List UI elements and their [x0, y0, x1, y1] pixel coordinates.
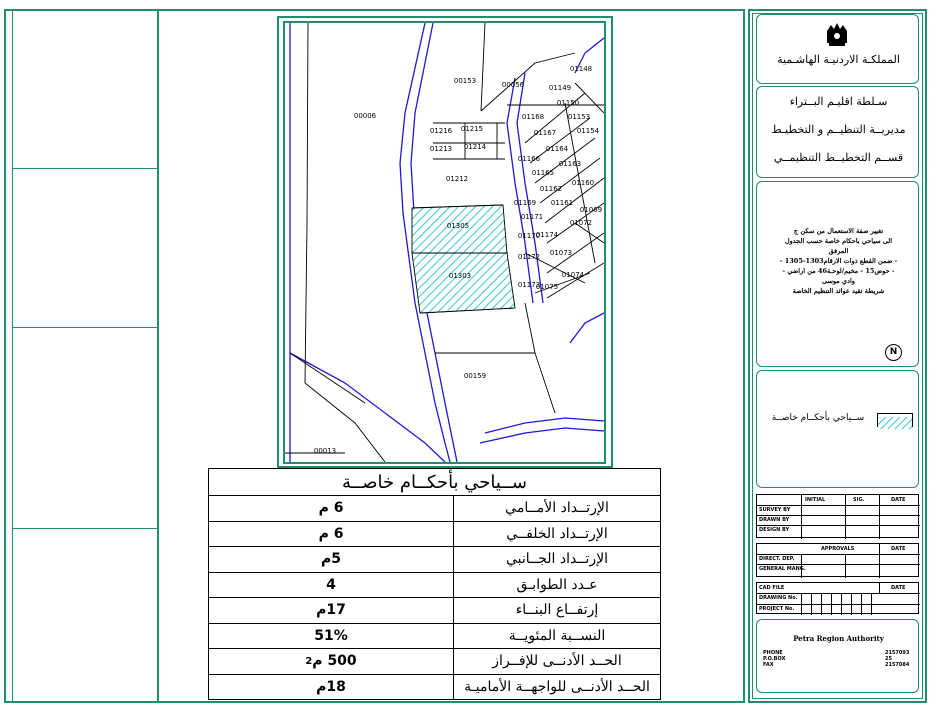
footer-box [756, 619, 919, 693]
regulation-row [209, 522, 660, 548]
drawing-number-cell [811, 593, 821, 615]
row-design-by: DESIGN BY [759, 527, 790, 533]
plot-label: 01303 [448, 272, 472, 280]
col-date: DATE [891, 497, 906, 503]
department-name: قســم التخطيــط التنظيمــي [773, 151, 904, 164]
plot-label: 00013 [313, 447, 337, 455]
plot-label: 01161 [550, 199, 574, 207]
plot-label: 00159 [463, 372, 487, 380]
left-col-divider [157, 11, 159, 701]
regulation-row [209, 624, 660, 650]
map-svg [285, 23, 604, 462]
regulation-label: النســبة المئويــة [508, 627, 606, 644]
regulation-row [209, 598, 660, 624]
legend-hatch-icon [878, 417, 912, 429]
plot-label: 01174 [535, 231, 559, 239]
regulation-label: الإرتــداد الأمــامي [505, 500, 609, 517]
phone-label: PHONE [763, 650, 783, 656]
regulation-row [209, 573, 660, 599]
plot-label: 01160 [571, 179, 595, 187]
legend-label: ســياحي بأحكــام خاصــة [771, 413, 865, 423]
regulation-value: 6 م [209, 522, 454, 547]
drawing-number-cell [831, 593, 841, 615]
header-box [756, 14, 919, 84]
plot-label: 01166 [517, 155, 541, 163]
plot-label: 01169 [513, 199, 537, 207]
signoff-table [756, 494, 919, 538]
regulation-row [209, 496, 660, 522]
regulation-label: الإرتــداد الخلفــي [506, 525, 608, 542]
authority-name: سـلطة اقليـم البــتراء [789, 95, 888, 108]
left-col-rule-1 [12, 168, 157, 169]
plot-label: 01073 [549, 249, 573, 257]
drawing-number-cell [871, 593, 881, 615]
cad-date-label: DATE [891, 585, 906, 591]
plot-label: 01168 [521, 113, 545, 121]
left-col-edge [12, 11, 13, 701]
plot-label: 01172 [517, 253, 541, 261]
plot-label: 00056 [501, 81, 525, 89]
regulation-label: الحــد الأدنــى للإفــراز [492, 653, 622, 670]
description-line: وادي موسى [822, 277, 855, 285]
plot-label: 01153 [567, 113, 591, 121]
pobox-label: P.O.BOX [763, 656, 786, 662]
plot-label: 01150 [556, 99, 580, 107]
plot-label: 01162 [539, 185, 563, 193]
plot-label: 01163 [558, 160, 582, 168]
row-general-mang: GENERAL MANG. [759, 566, 806, 572]
description-line: شريطة تقيد عوائد التنظيم الخاصة [792, 287, 885, 295]
plot-label: 01164 [545, 145, 569, 153]
footer-authority: Petra Region Authority [793, 634, 884, 643]
drawing-number-cell [841, 593, 851, 615]
regulation-value: 5م [209, 547, 454, 572]
drawing-no-label: DRAWING No. [759, 595, 798, 601]
plot-label: 01072 [569, 219, 593, 227]
plot-label: 01075 [535, 283, 559, 291]
drawing-number-cells [801, 593, 920, 615]
pobox-value: 25 [885, 656, 892, 662]
kingdom-name: المملكـة الاردنيـة الهاشـمية [777, 53, 900, 66]
regulation-label: الحــد الأدنــى للواجهــة الأماميـة [464, 679, 650, 696]
regulation-value: 4 [209, 573, 454, 598]
approvals-table [756, 543, 919, 577]
plot-label: 01165 [531, 169, 555, 177]
drawing-number-cell [861, 593, 871, 615]
fax-label: FAX [763, 662, 774, 668]
plot-label: 01149 [548, 84, 572, 92]
drawing-number-table [756, 582, 919, 614]
regulation-value: 500 م 2 [209, 649, 454, 674]
row-survey-by: SURVEY BY [759, 507, 791, 513]
plot-label: 01212 [445, 175, 469, 183]
north-arrow-icon: N [885, 344, 902, 361]
plot-label: 01074 [561, 271, 585, 279]
plot-label: 01215 [460, 125, 484, 133]
plot-label: 00153 [453, 77, 477, 85]
row-direct-dep: DIRECT. DEP. [759, 556, 795, 562]
cadastral-map [283, 21, 606, 464]
approvals-label: APPROVALS [821, 546, 855, 552]
regulation-row [209, 547, 660, 573]
legend-hatch-swatch [877, 413, 913, 427]
row-drawn-by: DRAWN BY [759, 517, 790, 523]
drawing-number-cell [821, 593, 831, 615]
plot-label: 01213 [429, 145, 453, 153]
plot-label: 01148 [569, 65, 593, 73]
approvals-date: DATE [891, 546, 906, 552]
regulation-label: الإرتــداد الجــانبي [505, 551, 609, 568]
plot-label: 01173 [517, 281, 541, 289]
drawing-number-cell [851, 593, 861, 615]
plot-label: 01214 [463, 143, 487, 151]
plot-label: 01154 [576, 127, 600, 135]
regulations-title: ســياحي بأحكــام خاصــة [209, 469, 660, 496]
drawing-number-cell [801, 593, 811, 615]
description-line: - ضمن القطع ذوات الارقام1303-1305 - [779, 257, 898, 265]
plot-label: 01216 [429, 127, 453, 135]
legend-box [756, 370, 919, 488]
regulation-value: 51% [209, 624, 454, 649]
description-text [761, 226, 916, 296]
fax-value: 2157084 [885, 662, 910, 668]
regulation-value: 18م [209, 675, 454, 701]
plot-label: 01167 [533, 129, 557, 137]
description-line: تغيير صفة الاستعمال من سكن ج [793, 227, 884, 235]
regulation-label: إرتفــاع البنــاء [515, 602, 599, 619]
description-line: - حوض15 - مخيم/لوحـة46 من اراضي - [782, 267, 895, 275]
crown-emblem-icon [825, 21, 849, 47]
description-line: المرفق [828, 247, 849, 255]
plot-label: 01171 [520, 213, 544, 221]
cad-file-label: CAD FILE [759, 585, 785, 591]
left-col-rule-2 [12, 327, 157, 328]
plot-label: 01305 [446, 222, 470, 230]
regulation-row [209, 649, 660, 675]
plot-label: 00006 [353, 112, 377, 120]
plot-label: 01170 [517, 232, 541, 240]
regulation-row [209, 675, 660, 701]
col-sig: SIG. [853, 497, 865, 503]
regulation-value: 6 م [209, 496, 454, 521]
project-no-label: PROJECT No. [759, 606, 795, 612]
plot-label: 01069 [579, 206, 603, 214]
regulation-value: 17م [209, 598, 454, 623]
description-line: الى سياحي باحكام خاصة حسب الجدول [784, 237, 893, 245]
col-initial: INITIAL [805, 497, 826, 503]
phone-value: 2157093 [885, 650, 910, 656]
authority-box [756, 86, 919, 178]
directorate-name: مديريــة التنظيــم و التخطيـط [771, 123, 906, 136]
left-col-rule-3 [12, 528, 157, 529]
description-box [756, 181, 919, 367]
regulations-table [208, 468, 661, 700]
regulation-label: عـدد الطوابـق [516, 576, 598, 593]
